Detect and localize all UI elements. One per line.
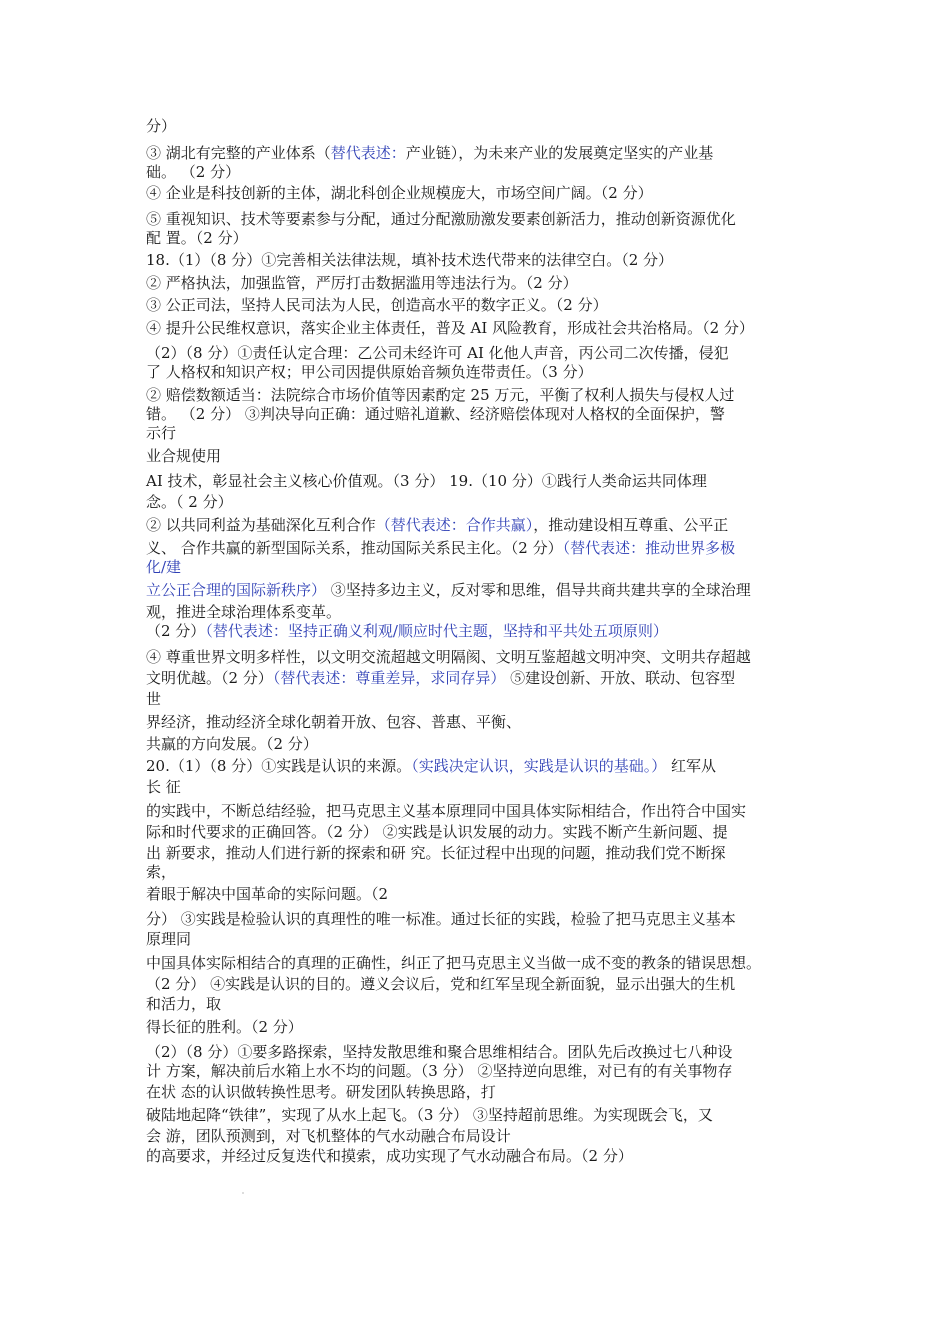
text-line [146,210,736,229]
text-line [146,713,521,732]
text-segment: ③ 湖北有完整的产业体系（ [146,144,331,162]
text-segment: 配 置。（2 分） [146,229,248,247]
text-line [146,603,341,622]
text-segment: （2）（8 分）①责任认定合理：乙公司未经许可 AI 化他人声音，丙公司二次传播，侵犯 [146,344,729,362]
text-segment: 和活力，取 [146,995,222,1013]
text-line [146,447,221,466]
text-segment: 在状 态的认识做转换性思考。研发团队转换思路，打 [146,1083,496,1101]
text-line [146,344,729,363]
text-segment: 际和时代要求的正确回答。（2 分） ②实践是认识发展的动力。实践不断产生新问题、提 [146,823,728,841]
text-segment: ② 以共同利益为基础深化互利合作 [146,516,376,534]
text-line [146,296,608,315]
scan-speck [242,1192,244,1194]
text-segment: 破陆地起降“铁律”，实现了从水上起飞。（3 分） ③坚持超前思维。为实现既会飞，又 [146,1106,713,1124]
text-segment: ② 赔偿数额适当：法院综合市场价值等因素酌定 25 万元，平衡了权利人损失与侵权人过 [146,386,735,404]
text-segment: 础。 （2 分） [146,163,241,181]
text-segment: 共赢的方向发展。（2 分） [146,735,318,753]
text-segment: ③坚持多边主义，反对零和思维，倡导共商共建共享的全球治理 [326,581,751,599]
text-line [146,735,318,754]
text-segment: 业合规使用 [146,447,222,465]
text-segment: 18.（1）（8 分）①完善相关法律法规，填补技术迭代带来的法律空白。（2 分） [146,251,674,269]
text-segment: 的实践中，不断总结经验，把马克思主义基本原理同中国具体实际相结合，作出符合中国实 [146,802,747,820]
alternative-expression: （替代表述：推动世界多极 [562,539,736,557]
text-segment: 红军从 [666,757,717,775]
text-segment: ② 严格执法，加强监管，严厉打击数据滥用等违法行为。（2 分） [146,274,578,292]
text-segment: 出 新要求，推动人们进行新的探索和研 究。长征过程中出现的问题，推动我们党不断探 [146,844,726,862]
text-line [146,117,176,136]
text-line [146,229,248,248]
text-segment: 原理同 [146,930,192,948]
text-segment: ④ 尊重世界文明多样性，以文明交流超越文明隔阂、文明互鉴超越文明冲突、文明共存超越 [146,648,751,666]
text-segment: 文明优越。（2 分） [146,669,273,687]
alternative-expression: （实践决定认识，实践是认识的基础。） [411,757,667,775]
text-segment: 了 人格权和知识产权；甲公司因提供原始音频负连带责任。（3 分） [146,363,593,381]
alternative-expression: 替代表述： [330,144,406,162]
text-line [146,1062,732,1081]
text-segment: ，推动建设相互尊重、公平正 [533,516,729,534]
text-line [146,995,221,1014]
text-line [146,863,176,882]
text-segment: 义、 合作共赢的新型国际关系，推动国际关系民主化。（2 分） [146,539,563,557]
text-line [146,648,751,667]
text-line [146,493,233,512]
text-line [146,424,176,443]
text-segment: AI 技术，彰显社会主义核心价值观。（3 分） 19.（10 分）①践行人类命运共同体理 [146,472,707,490]
text-segment: （2）（8 分）①要多路探索，坚持发散思维和聚合思维相结合。团队先后改换过七八种设 [146,1043,733,1061]
alternative-expression: 立公正合理的国际新秩序） [146,581,327,599]
text-line [146,558,181,577]
text-segment: 念。（ 2 分） [146,493,233,511]
text-line [146,405,725,424]
text-segment: 分） ③实践是检验认识的真理性的唯一标准。通过长征的实践，检验了把马克思主义基本 [146,910,736,928]
text-segment: 会 游，团队预测到，对飞机整体的气水动融合布局设计 [146,1127,511,1145]
text-line [146,1147,633,1166]
text-line [146,581,751,600]
text-segment: 的高要求，并经过反复迭代和摸索，成功实现了气水动融合布局。（2 分） [146,1147,633,1165]
alternative-expression: 化/建 [146,558,182,576]
text-line [146,1043,732,1062]
text-line [146,184,653,203]
text-segment: 错。 （2 分） ③判决导向正确：通过赔礼道歉、经济赔偿体现对人格权的全面保护，警 [146,405,725,423]
text-line [146,778,181,797]
text-line [146,885,388,904]
text-line [146,1083,496,1102]
alternative-expression: （替代表述：尊重差异，求同存异） [272,669,506,687]
alternative-expression: （替代表述：坚持正确义利观/顺应时代主题，坚持和平共处五项原则） [205,622,668,640]
text-segment: 示行 [146,424,177,442]
text-segment: 得长征的胜利。（2 分） [146,1018,303,1036]
text-line [146,516,728,535]
text-line [146,319,754,338]
text-segment: （2 分） ④实践是认识的目的。遵义会议后，党和红军呈现全新面貌，显示出强大的生机 [146,975,736,993]
text-line [146,622,668,641]
text-line [146,1018,303,1037]
text-segment: ④ 企业是科技创新的主体，湖北科创企业规模庞大，市场空间广阔。（2 分） [146,184,653,202]
text-line [146,539,735,558]
text-line [146,163,240,182]
text-line [146,472,707,491]
text-line [146,844,726,863]
alternative-expression: （替代表述：合作共赢） [375,516,534,534]
text-segment: 观，推进全球治理体系变革。 [146,603,342,621]
text-line [146,690,161,709]
text-line [146,757,716,776]
text-segment: 索， [146,863,177,881]
text-line [146,910,736,929]
text-line [146,823,728,842]
text-segment: 分） [146,117,177,135]
text-line [146,975,735,994]
text-line [146,930,191,949]
text-line [146,274,578,293]
text-segment: 长 征 [146,778,181,796]
text-segment: 产业链），为未来产业的发展奠定坚实的产业基 [405,144,714,162]
text-line [146,1106,713,1125]
text-segment: ④ 提升公民维权意识，落实企业主体责任，普及 AI 风险教育，形成社会共治格局。（2 分） [146,319,754,337]
text-line [146,363,593,382]
text-line [146,802,746,821]
text-line [146,251,673,270]
text-segment: （2 分） [146,622,206,640]
text-segment: 20.（1）（8 分）①实践是认识的来源。 [146,757,412,775]
text-segment: ③ 公正司法，坚持人民司法为人民，创造高水平的数字正义。（2 分） [146,296,608,314]
text-line [146,669,735,688]
text-segment: 着眼于解决中国革命的实际问题。（2 [146,885,389,903]
text-segment: ⑤ 重视知识、技术等要素参与分配，通过分配激励激发要素创新活力，推动创新资源优化 [146,210,736,228]
text-segment: 界经济，推动经济全球化朝着开放、包容、普惠、平衡、 [146,713,522,731]
text-segment: 世 [146,690,162,708]
text-line [146,1127,511,1146]
text-line [146,954,761,973]
text-segment: ⑤建设创新、开放、联动、包容型 [505,669,736,687]
text-segment: 中国具体实际相结合的真理的正确性，纠正了把马克思主义当做一成不变的教条的错误思想。 [146,954,762,972]
text-line [146,144,713,163]
text-line [146,386,734,405]
text-segment: 计 方案，解决前后水箱上水不均的问题。（3 分） ②坚持逆向思维，对已有的有关事物存 [146,1062,733,1080]
